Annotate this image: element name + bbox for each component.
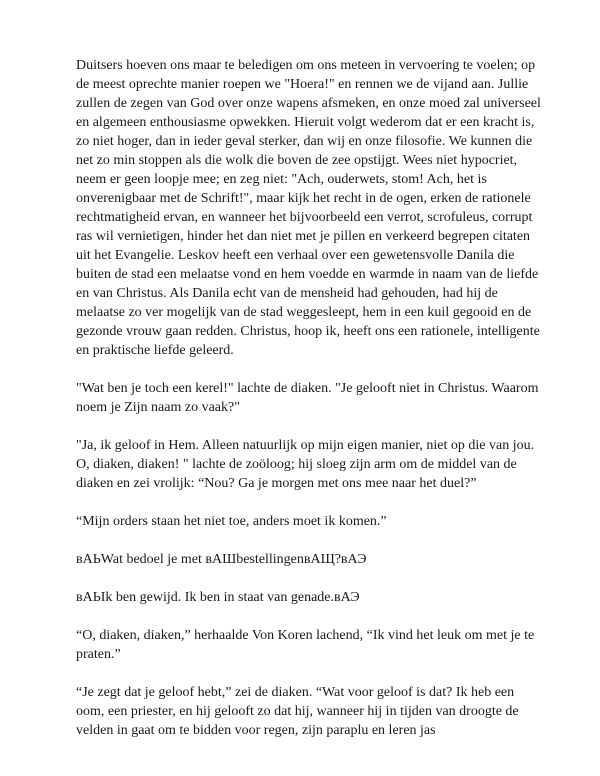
paragraph-3: "Ja, ik geloof in Hem. Alleen natuurlijk op mijn eigen manier, niet op die van jou. O, diaken, diaken! " lachte de zoöloog; hij sloeg zijn arm om de middel van de diaken en zei vrolijk: “Nou? Ga je morgen met ons mee naar het duel?” [76, 438, 535, 491]
paragraph-6: вАЬIk ben gewijd. Ik ben in staat van genade.вАЭ [76, 590, 360, 605]
paragraph-7: “O, diaken, diaken,” herhaalde Von Koren lachend, “Ik vind het leuk om met je te praten.” [76, 628, 535, 662]
paragraph-4: “Mijn orders staan het niet toe, anders moet ik komen.” [76, 514, 387, 529]
paragraph-1: Duitsers hoeven ons maar te beledigen om ons meteen in vervoering te voelen; op de meest oprechte manier roepen we "Hoera!" en rennen we de vijand aan. Jullie zullen de zegen van God over onze wapens afsmeken, en onze moed zal universeel en algemeen enthousiasme opwekken. Hieruit volgt wederom dat er een kracht is, zo niet hoger, dan in ieder geval sterker, dan wij en onze filosofie. We kunnen die net zo min stoppen als die wolk die boven de zee opstijgt. Wees niet hypocriet, neem er geen loopje mee; en zeg niet: "Ach, ouderwets, stom! Ach, het is onverenigbaar met de Schrift!", maar kijk het recht in de ogen, erken de rationele rechtmatigheid ervan, en wanneer het bijvoorbeeld een verrot, scrofuleus, corrupt ras wil vernietigen, hinder het dan niet met je pillen en verkeerd begrepen citaten uit het Evangelie. Leskov heeft een verhaal over een gewetensvolle Danila die buiten de stad een melaatse vond en hem voedde en warmde in naam van de liefde en van Christus. Als Danila echt van de mensheid had gehouden, had hij de melaatse zo ver mogelijk van de stad weggesleept, hem in een kuil gegooid en de gezonde vrouw gaan redden. Christus, hoop ik, heeft ons een rationele, intelligente en praktische liefde geleerd. [76, 58, 541, 358]
paragraph-8: “Je zegt dat je geloof hebt,” zei de diaken. “Wat voor geloof is dat? Ik heb een oom, een priester, en hij gelooft zo dat hij, wanneer hij in tijden van droogte de velden in gaat om te bidden voor regen, zijn paraplu en leren jas [76, 685, 519, 738]
document-body [76, 56, 544, 759]
paragraph-5: вАЬWat bedoel je met вАШbestellingenвАЩ?вАЭ [76, 552, 367, 567]
paragraph-2: "Wat ben je toch een kerel!" lachte de diaken. "Je gelooft niet in Christus. Waarom noem je Zijn naam zo vaak?" [76, 381, 539, 415]
